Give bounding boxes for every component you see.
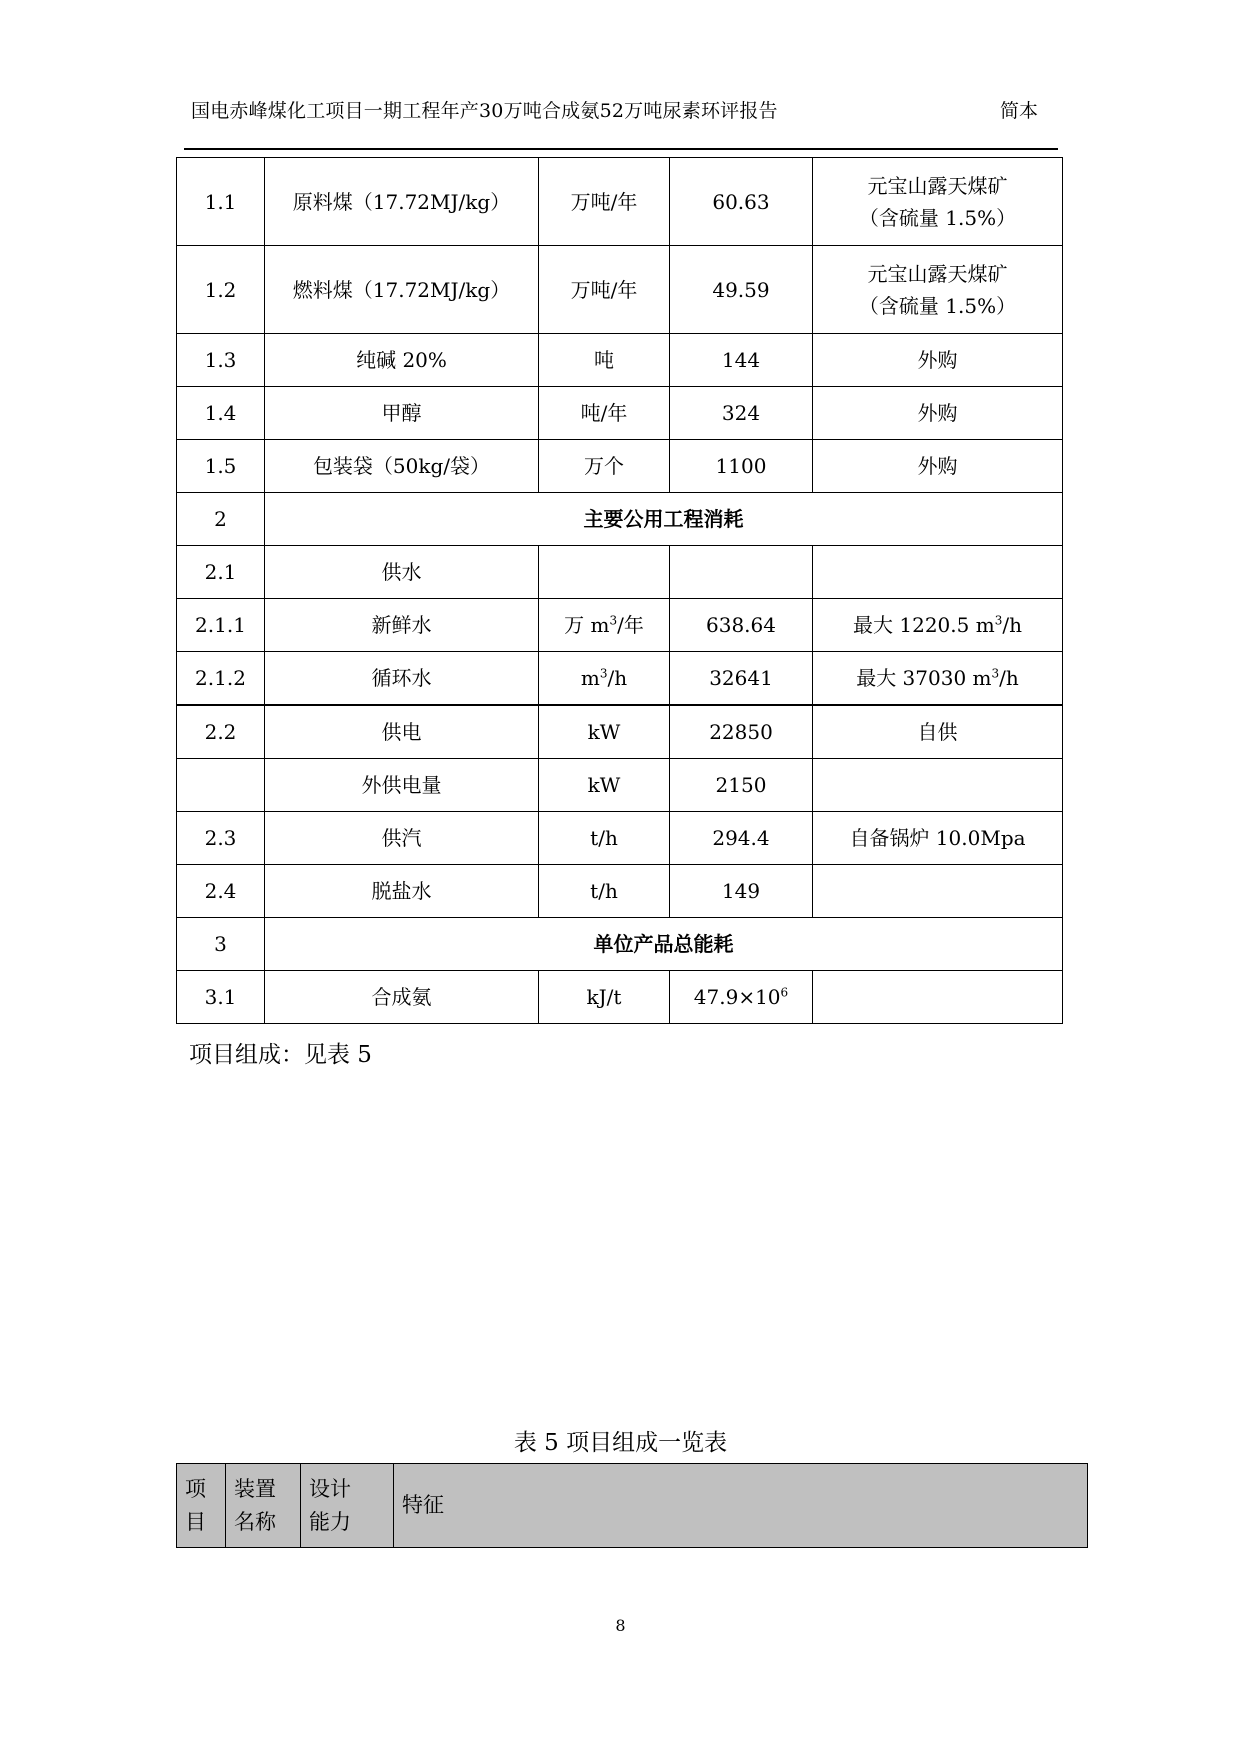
item-name: 供水	[265, 546, 539, 599]
row-number: 3.1	[177, 971, 265, 1024]
item-name: 燃料煤（17.72MJ/kg）	[265, 246, 539, 334]
value-cell: 2150	[670, 759, 813, 812]
item-name: 甲醇	[265, 387, 539, 440]
table-row	[177, 599, 1063, 652]
table-row	[177, 652, 1063, 706]
item-name: 循环水	[265, 652, 539, 706]
item-name: 供电	[265, 705, 539, 759]
table-row	[177, 705, 1063, 759]
table-header-row	[177, 1464, 1088, 1548]
item-name: 原料煤（17.72MJ/kg）	[265, 158, 539, 246]
unit-cell	[539, 546, 670, 599]
header-cell-item: 项 目	[177, 1464, 226, 1548]
item-name: 脱盐水	[265, 865, 539, 918]
note-cell: 自供	[813, 705, 1063, 759]
header-cell-capacity: 设计 能力	[301, 1464, 394, 1548]
note-cell: 外购	[813, 440, 1063, 493]
row-number: 1.5	[177, 440, 265, 493]
header-title: 国电赤峰煤化工项目一期工程年产30万吨合成氨52万吨尿素环评报告	[191, 100, 778, 122]
row-number	[177, 759, 265, 812]
note-line: （含硫量 1.5%）	[858, 205, 1017, 230]
section-row	[177, 493, 1063, 546]
table-row	[177, 158, 1063, 246]
note-cell	[813, 158, 1063, 246]
value-cell: 32641	[670, 652, 813, 706]
header-rule	[184, 148, 1058, 150]
table-row	[177, 387, 1063, 440]
unit-cell: kW	[539, 759, 670, 812]
section-title: 单位产品总能耗	[265, 918, 1063, 971]
note-line: 元宝山露天煤矿	[867, 173, 1008, 198]
project-composition-table	[176, 1463, 1088, 1548]
section-title: 主要公用工程消耗	[265, 493, 1063, 546]
unit-cell: 吨/年	[539, 387, 670, 440]
unit-cell: 万吨/年	[539, 246, 670, 334]
table-row	[177, 812, 1063, 865]
note-line: 元宝山露天煤矿	[867, 261, 1008, 286]
row-number: 1.1	[177, 158, 265, 246]
item-name: 新鲜水	[265, 599, 539, 652]
table5-caption: 表 5 项目组成一览表	[513, 1430, 728, 1456]
unit-cell: 万个	[539, 440, 670, 493]
note-cell	[813, 759, 1063, 812]
note-cell: 自备锅炉 10.0Mpa	[813, 812, 1063, 865]
value-cell: 638.64	[670, 599, 813, 652]
row-number: 2.1.1	[177, 599, 265, 652]
section-row	[177, 918, 1063, 971]
row-number: 1.3	[177, 334, 265, 387]
note-cell	[813, 546, 1063, 599]
row-number: 3	[177, 918, 265, 971]
row-number: 2.3	[177, 812, 265, 865]
value-cell: 144	[670, 334, 813, 387]
note-cell	[813, 971, 1063, 1024]
note-cell	[813, 865, 1063, 918]
item-name: 合成氨	[265, 971, 539, 1024]
value-cell: 22850	[670, 705, 813, 759]
note-cell: 外购	[813, 334, 1063, 387]
note-cell: 外购	[813, 387, 1063, 440]
unit-cell: kW	[539, 705, 670, 759]
note-cell: 最大 1220.5 $m^3/h$	[813, 599, 1063, 652]
row-number: 2	[177, 493, 265, 546]
row-number: 2.4	[177, 865, 265, 918]
header-cell-unit-name: 装置 名称	[226, 1464, 301, 1548]
header-cell-features: 特征	[394, 1464, 1088, 1548]
consumption-table	[176, 157, 1063, 1024]
table-row	[177, 246, 1063, 334]
header-edition: 简本	[1000, 100, 1039, 122]
unit-cell: 万 $m^3/$年	[539, 599, 670, 652]
value-cell: $47.9\times 10^6$	[670, 971, 813, 1024]
value-cell: 294.4	[670, 812, 813, 865]
unit-cell: 万吨/年	[539, 158, 670, 246]
note-cell	[813, 246, 1063, 334]
item-name: 外供电量	[265, 759, 539, 812]
row-number: 2.2	[177, 705, 265, 759]
note-cell: 最大 37030 $m^3/h$	[813, 652, 1063, 706]
row-number: 1.2	[177, 246, 265, 334]
value-cell: 324	[670, 387, 813, 440]
table-row	[177, 546, 1063, 599]
value-cell: 49.59	[670, 246, 813, 334]
value-cell: 149	[670, 865, 813, 918]
table-row	[177, 759, 1063, 812]
row-number: 2.1	[177, 546, 265, 599]
row-number: 1.4	[177, 387, 265, 440]
row-number: 2.1.2	[177, 652, 265, 706]
unit-cell: 吨	[539, 334, 670, 387]
project-composition-text: 项目组成：见表 5	[189, 1042, 372, 1068]
table-row	[177, 865, 1063, 918]
value-cell: 60.63	[670, 158, 813, 246]
value-cell: 1100	[670, 440, 813, 493]
unit-cell: t/h	[539, 812, 670, 865]
item-name: 纯碱 20%	[265, 334, 539, 387]
table-row	[177, 440, 1063, 493]
unit-cell: $m^3/h$	[539, 652, 670, 706]
unit-cell: kJ/t	[539, 971, 670, 1024]
item-name: 包装袋（50kg/袋）	[265, 440, 539, 493]
value-cell	[670, 546, 813, 599]
unit-cell: t/h	[539, 865, 670, 918]
table-row	[177, 971, 1063, 1024]
note-line: （含硫量 1.5%）	[858, 293, 1017, 318]
table-row	[177, 334, 1063, 387]
page-number: 8	[615, 1616, 626, 1635]
item-name: 供汽	[265, 812, 539, 865]
